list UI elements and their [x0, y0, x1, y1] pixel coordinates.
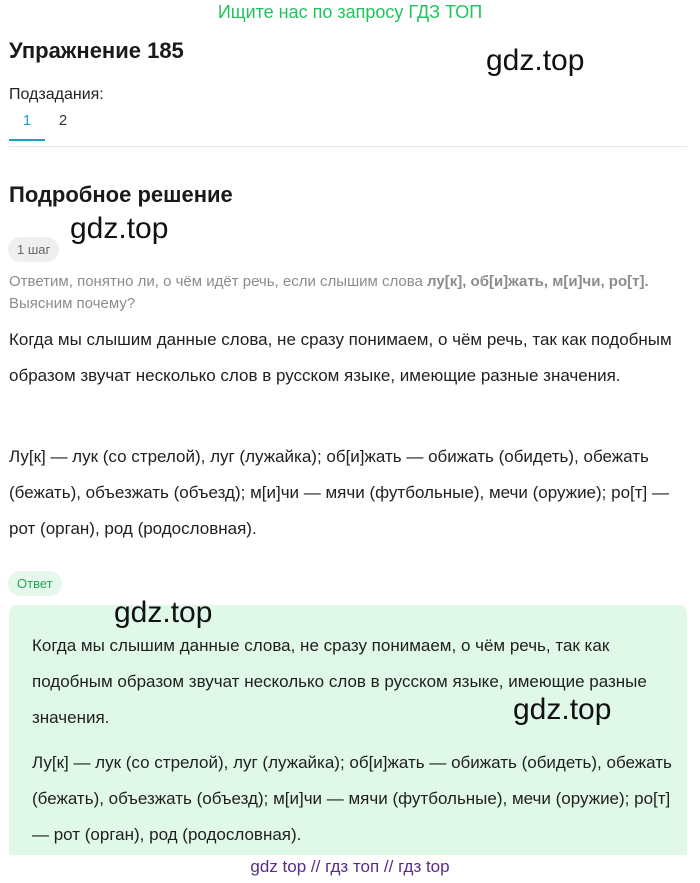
solution-paragraph-2: Лу[к] — лук (со стрелой), луг (лужайка); об[и]жать — обижать (обидеть), обежать (бежать), объезжать (объезд); м[и]чи — мячи (футбольные), мечи (оружие); ро[т] — рот (орган), род (родословная). [9, 447, 669, 538]
solution-paragraph-1: Когда мы слышим данные слова, не сразу понимаем, о чём речь, так как подобным образом звучат несколько слов в русском языке, имеющие разные значения. [9, 330, 672, 385]
step-badge: 1 шаг [8, 237, 59, 262]
subtasks-label: Подзадания: [9, 86, 104, 103]
watermark: gdz.top [114, 596, 213, 629]
watermark: gdz.top [70, 212, 169, 245]
search-banner: Ищите нас по запросу ГДЗ ТОП [217, 2, 483, 22]
watermark: gdz.top [486, 44, 585, 77]
section-title: Подробное решение [9, 182, 233, 207]
subtask-tabs [9, 112, 81, 141]
hint-text [9, 271, 689, 315]
answer-paragraph-2: Лу[к] — лук (со стрелой), луг (лужайка); об[и]жать — обижать (обидеть), обежать (бежать), объезжать (объезд); м[и]чи — мячи (футбольные), мечи (оружие); ро[т] — рот (орган), род (родословная). [32, 753, 672, 844]
hint-prefix: Ответим, понятно ли, о чём идёт речь, если слышим слова [9, 273, 428, 290]
hint-words: лу[к], об[и]жать, м[и]чи, ро[т]. [427, 273, 649, 290]
hint-suffix: Выясним почему? [9, 295, 136, 312]
divider [9, 146, 687, 147]
answer-paragraph-1: Когда мы слышим данные слова, не сразу понимаем, о чём речь, так как подобным образом звучат несколько слов в русском языке, имеющие разные значения. [32, 636, 647, 727]
footer-links: gdz top // гдз топ // гдз top [250, 857, 450, 876]
watermark: gdz.top [513, 693, 612, 726]
page-title: Упражнение 185 [9, 38, 184, 63]
answer-badge: Ответ [8, 571, 62, 596]
tab-subtask-2[interactable]: 2 [58, 112, 68, 129]
tab-subtask-1[interactable]: 1 [9, 112, 45, 141]
